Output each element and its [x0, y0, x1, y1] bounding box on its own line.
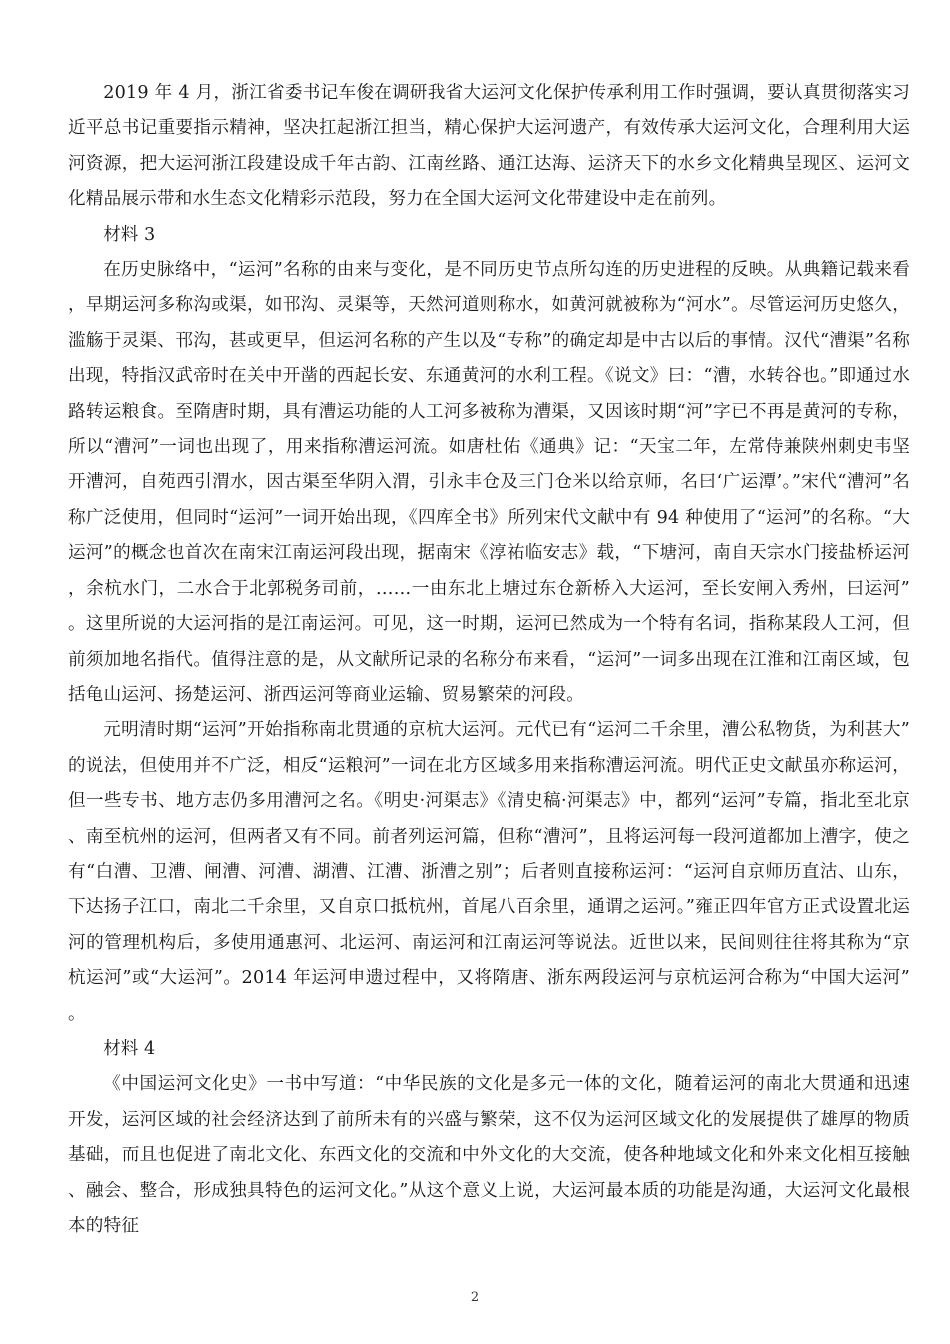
- page-number: 2: [470, 1290, 480, 1305]
- paragraph-canal-culture-history: 《中国运河文化史》一书中写道：“中华民族的文化是多元一体的文化，随着运河的南北大贯通和迅速开发，运河区域的社会经济达到了前所未有的兴盛与繁荣，这不仅为运河区域文化的发展提供了雄厚的物质基础，而且也促进了南北文化、东西文化的交流和中外文化的大交流，使各种地域文化和外来文化相互接触、融会、整合，形成独具特色的运河文化。”从这个意义上说，大运河最本质的功能是沟通，大运河文化最根本的特征: [68, 1074, 910, 1236]
- document-page: [68, 76, 910, 1244]
- heading-material-4: 材料 4: [103, 1038, 156, 1059]
- paragraph-yuan-ming-qing: 元明清时期“运河”开始指称南北贯通的京杭大运河。元代已有“运河二千余里，漕公私物货，为利甚大”的说法，但使用并不广泛，相反“运粮河”一词在北方区域多用来指称漕运河流。明代正史文献虽亦称运河，但一些专书、地方志仍多用漕河之名。《明史·河渠志》《清史稿·河渠志》中，都列“运河”专篇，指北至北京、南至杭州的运河，但两者又有不同。前者列运河篇，但称“漕河”，且将运河每一段河道都加上漕字，使之有“白漕、卫漕、闸漕、河漕、湖漕、江漕、浙漕之别”；后者则直接称运河：“运河自京师历直沽、山东，下达扬子江口，南北二千余里，又自京口抵杭州，首尾八百余里，通谓之运河。”雍正四年官方正式设置北运河的管理机构后，多使用通惠河、北运河、南运河和江南运河等说法。近世以来，民间则往往将其称为“京杭运河”或“大运河”。2014 年运河申遗过程中，又将隋唐、浙东两段运河与京杭运河合称为“中国大运河”。: [68, 720, 910, 1024]
- paragraph-zhejiang-policy: 2019 年 4 月，浙江省委书记车俊在调研我省大运河文化保护传承利用工作时强调，要认真贯彻落实习近平总书记重要指示精神，坚决扛起浙江担当，精心保护大运河遗产，有效传承大运河文化，合理利用大运河资源，把大运河浙江段建设成千年古韵、江南丝路、通江达海、运济天下的水乡文化精典呈现区、运河文化精品展示带和水生态文化精彩示范段，努力在全国大运河文化带建设中走在前列。: [68, 83, 910, 210]
- paragraph-canal-name-history: 在历史脉络中，“运河”名称的由来与变化，是不同历史节点所勾连的历史进程的反映。从典籍记载来看，早期运河多称沟或渠，如邗沟、灵渠等，天然河道则称水，如黄河就被称为“河水”。尽管运河历史悠久，滥觞于灵渠、邗沟，甚或更早，但运河名称的产生以及“专称”的确定却是中古以后的事情。汉代“漕渠”名称出现，特指汉武帝时在关中开凿的西起长安、东通黄河的水利工程。《说文》曰：“漕，水转谷也。”即通过水路转运粮食。至隋唐时期，具有漕运功能的人工河多被称为漕渠，又因该时期“河”字已不再是黄河的专称，所以“漕河”一词也出现了，用来指称漕运河流。如唐杜佑《通典》记：“天宝二年，左常侍兼陕州刺史韦坚开漕河，自苑西引渭水，因古渠至华阴入渭，引永丰仓及三门仓米以给京师，名曰‘广运潭’。”宋代“漕河”名称广泛使用，但同时“运河”一词开始出现，《四库全书》所列宋代文献中有 94 种使用了“运河”的名称。“大运河”的概念也首次在南宋江南运河段出现，据南宋《淳祐临安志》载，“下塘河，南自天宗水门接盐桥运河，余杭水门，二水合于北郭税务司前，……一由东北上塘过东仓新桥入大运河，至长安闸入秀州，曰运河”。这里所说的大运河指的是江南运河。可见，这一时期，运河已然成为一个特有名词，指称某段人工河，但前须加地名指代。值得注意的是，从文献所记录的名称分布来看，“运河”一词多出现在江淮和江南区域，包括龟山运河、扬楚运河、浙西运河等商业运输、贸易繁荣的河段。: [68, 260, 910, 705]
- heading-material-3: 材料 3: [103, 224, 156, 245]
